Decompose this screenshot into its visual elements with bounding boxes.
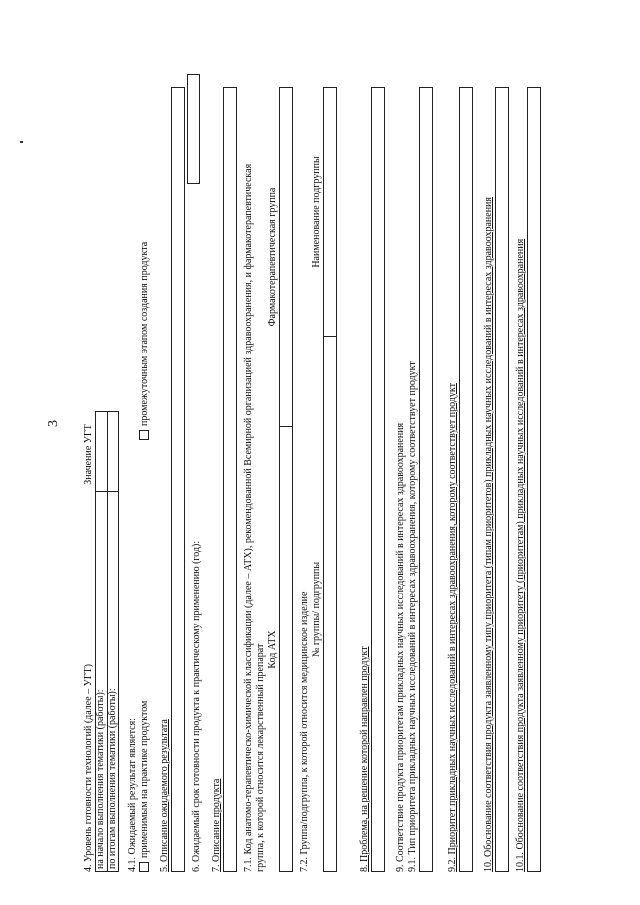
priority-type-justification-field[interactable] [495,87,509,872]
section9-title: 9. Соответствие продукта приоритетам прикладных научных исследований в интересах здравоохранения [395,422,406,872]
ugt-end-label: по итогам выполнения тематики (работы): [107,688,118,869]
page-number: 3 [46,420,61,427]
section7-2-title: 7.2. Группа/подгруппа, к которой относится медицинское изделие [299,591,310,872]
section10-title: 10. Обоснование соответствия продукта заявленному типу приоритета (типам приоритетов) прикладных научных исследований в интересах здравоохранения [483,197,494,872]
group-number-header: № группы/ подгруппы [311,561,322,658]
readiness-year-field[interactable] [187,74,200,184]
section8-title: 8. Проблема, на решение которой направлен продукт [359,646,370,872]
pharmacotherapeutic-group-header: Фармакотерапевтическая группа [267,187,278,327]
section7-title: 7. Описание продукта [211,778,222,872]
problem-description-field[interactable] [371,87,385,872]
group-number-field[interactable] [324,339,336,870]
atc-code-field[interactable] [280,429,292,870]
section10-1-title: 10.1. Обоснование соответствия продукта заявленному приоритету (приоритетам) прикладных научных исследований в интересах здравоохранения [515,238,526,872]
applied-product-checkbox[interactable] [139,862,149,872]
scan-speck [20,141,23,143]
expected-result-description-field[interactable] [171,87,185,872]
ugt-value-header: Значение УГТ [83,424,94,485]
pharmacotherapeutic-group-field[interactable] [280,89,292,424]
priority-type-field[interactable] [419,87,433,872]
device-group-table-divider [323,336,337,337]
priority-justification-field[interactable] [527,87,541,872]
intermediate-stage-label: промежуточным этапом создания продукта [139,241,150,426]
intermediate-stage-checkbox[interactable] [139,430,149,440]
ugt-start-label: на начало выполнения тематики (работы): [95,689,106,869]
section7-1-line1: 7.1. Код анатомо-терапевтическо-химической классификации (далее – АТХ), рекомендованной Всемирной организацией здравоохранения, и фармакотерапевтическая [243,163,254,872]
section7-1-line2: группа, к которой относится лекарственный препарат [255,643,266,872]
section6-title: 6. Ожидаемый срок готовности продукта к практическому применению (год): [191,540,202,872]
subgroup-name-header: Наименование подгруппы [311,156,322,268]
ugt-table-column-divider [95,491,119,492]
section4-1-title: 4.1. Ожидаемый результат является: [127,718,138,872]
section5-title: 5. Описание ожидаемого результата [159,719,170,872]
applied-product-label: применимым на практике продуктом [139,700,150,858]
product-description-field[interactable] [223,87,237,872]
priority-field[interactable] [459,87,473,872]
section9-1-title: 9.1. Тип приоритета прикладных научных исследований в интересах здравоохранения, которому соответствует продукт [407,361,418,872]
atc-code-header: Код АТХ [267,630,278,669]
section9-2-title: 9.2. Приоритет прикладных научных исследований в интересах здравоохранения, которому соответствует продукт [447,383,458,872]
application-form [83,42,553,872]
atc-table-divider [279,426,293,427]
section4-title: 4. Уровень готовности технологий (далее – УГТ) [83,664,94,872]
subgroup-name-field[interactable] [324,89,336,334]
